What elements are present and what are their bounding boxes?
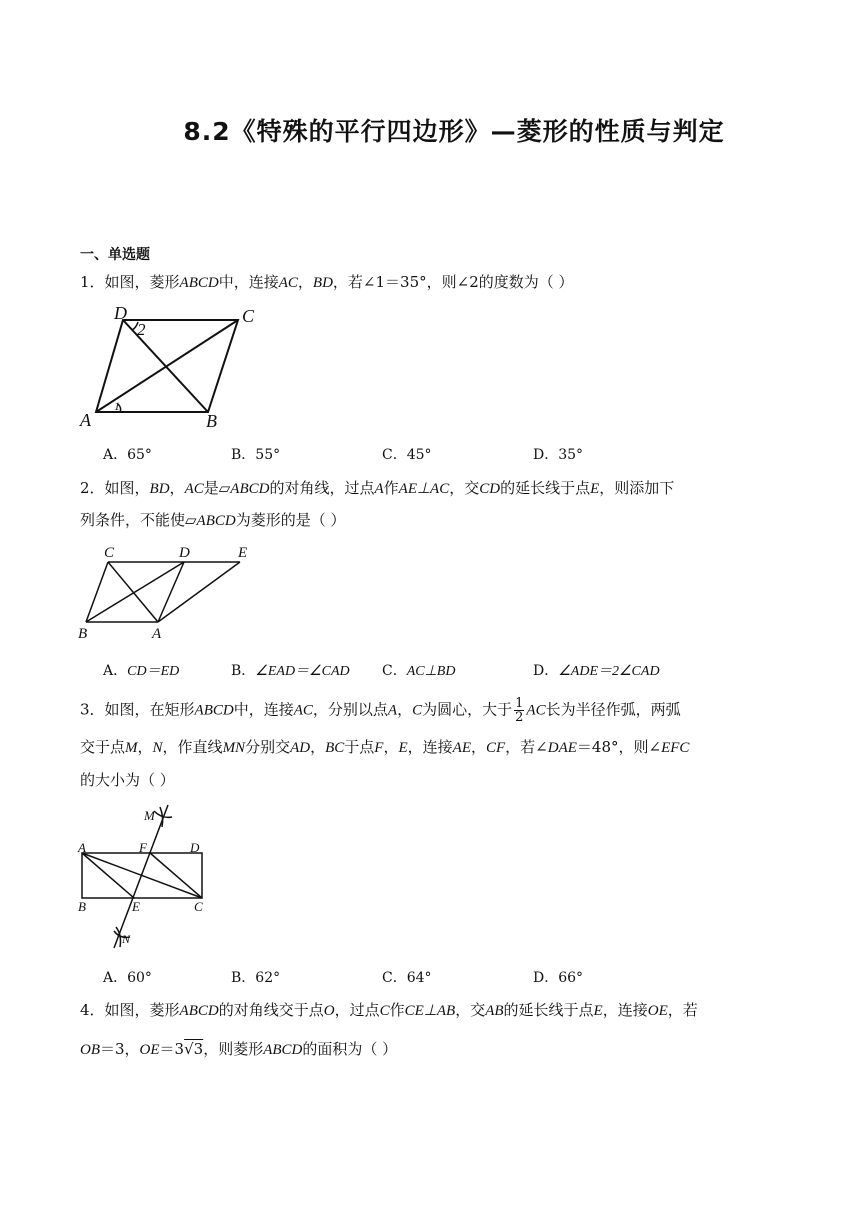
q3-label-d: D bbox=[190, 840, 200, 855]
section-heading: 一、单选题 bbox=[80, 247, 150, 263]
q3-option-c[interactable]: C．64° bbox=[382, 970, 432, 986]
q3-label-f: F bbox=[139, 840, 147, 855]
fraction-one-half: $\frac{1}{2}$ bbox=[515, 696, 524, 725]
q1-option-b[interactable]: B．55° bbox=[231, 447, 281, 463]
q1-option-c[interactable]: C．45° bbox=[382, 447, 432, 463]
q2-option-c[interactable]: C．AC⊥BD bbox=[382, 663, 456, 679]
q1-label-2: 2 bbox=[137, 320, 146, 339]
question-2-figure bbox=[78, 542, 268, 642]
q1-label-1: 1 bbox=[114, 399, 120, 413]
q2-label-a: A bbox=[152, 626, 162, 642]
q2-label-d: D bbox=[179, 545, 190, 561]
q2-label-b: B bbox=[78, 626, 88, 642]
q3-label-e: E bbox=[132, 899, 140, 914]
question-4-stem-line1: 4．如图，菱形ABCD的对角线交于点O，过点C作CE⊥AB，交AB的延长线于点E，连接OE，若 bbox=[80, 1001, 698, 1019]
question-2-stem-line1: 2．如图，BD，AC是▱ABCD的对角线，过点A作AE⊥AC，交CD的延长线于点E，则添加下 bbox=[80, 479, 675, 497]
q1-label-d: D bbox=[114, 303, 127, 323]
q1-option-d[interactable]: D．35° bbox=[533, 447, 584, 463]
sqrt-three: √3 bbox=[184, 1040, 204, 1058]
q3-label-b: B bbox=[78, 899, 86, 914]
q1-label-b: B bbox=[206, 411, 217, 431]
q2-label-e: E bbox=[238, 545, 248, 561]
question-3-stem-line1: 3．如图，在矩形ABCD中，连接AC，分别以点A，C为圆心，大于 $\frac{1}{2}$ AC长为半径作弧，两弧 bbox=[80, 696, 681, 725]
q3-label-c: C bbox=[194, 899, 203, 914]
q3-option-d[interactable]: D．66° bbox=[533, 970, 584, 986]
q2-option-a[interactable]: A．CD＝ED bbox=[103, 663, 180, 679]
question-1-stem: 1．如图，菱形ABCD中，连接AC，BD，若∠1＝35°，则∠2的度数为（ ） bbox=[80, 273, 574, 291]
q3-label-a: A bbox=[78, 840, 86, 855]
q1-label-c: C bbox=[242, 306, 255, 326]
q2-option-b[interactable]: B．∠EAD＝∠CAD bbox=[231, 663, 350, 679]
q2-option-d[interactable]: D．∠ADE＝2∠CAD bbox=[533, 663, 660, 679]
question-3-stem-line2: 交于点M，N，作直线MN分别交AD，BC于点F，E，连接AE，CF，若∠DAE＝48°，则∠EFC bbox=[80, 738, 690, 756]
page-title: 8.2《特殊的平行四边形》—菱形的性质与判定 bbox=[183, 117, 725, 146]
question-3-stem-line3: 的大小为（ ） bbox=[80, 771, 175, 789]
q3-label-n: N bbox=[122, 932, 131, 946]
question-3-figure bbox=[76, 803, 216, 953]
question-2-stem-line2: 列条件，不能使▱ABCD为菱形的是（ ） bbox=[80, 511, 346, 529]
q3-label-m: M bbox=[144, 808, 155, 823]
question-1-figure bbox=[78, 300, 278, 435]
q1-option-a[interactable]: A．65° bbox=[103, 447, 152, 463]
q1-label-a: A bbox=[80, 410, 91, 430]
q3-option-a[interactable]: A．60° bbox=[103, 970, 152, 986]
q3-option-b[interactable]: B．62° bbox=[231, 970, 281, 986]
question-4-stem-line2: OB＝3，OE＝3√3，则菱形ABCD的面积为（ ） bbox=[80, 1040, 398, 1058]
q2-label-c: C bbox=[104, 545, 115, 561]
